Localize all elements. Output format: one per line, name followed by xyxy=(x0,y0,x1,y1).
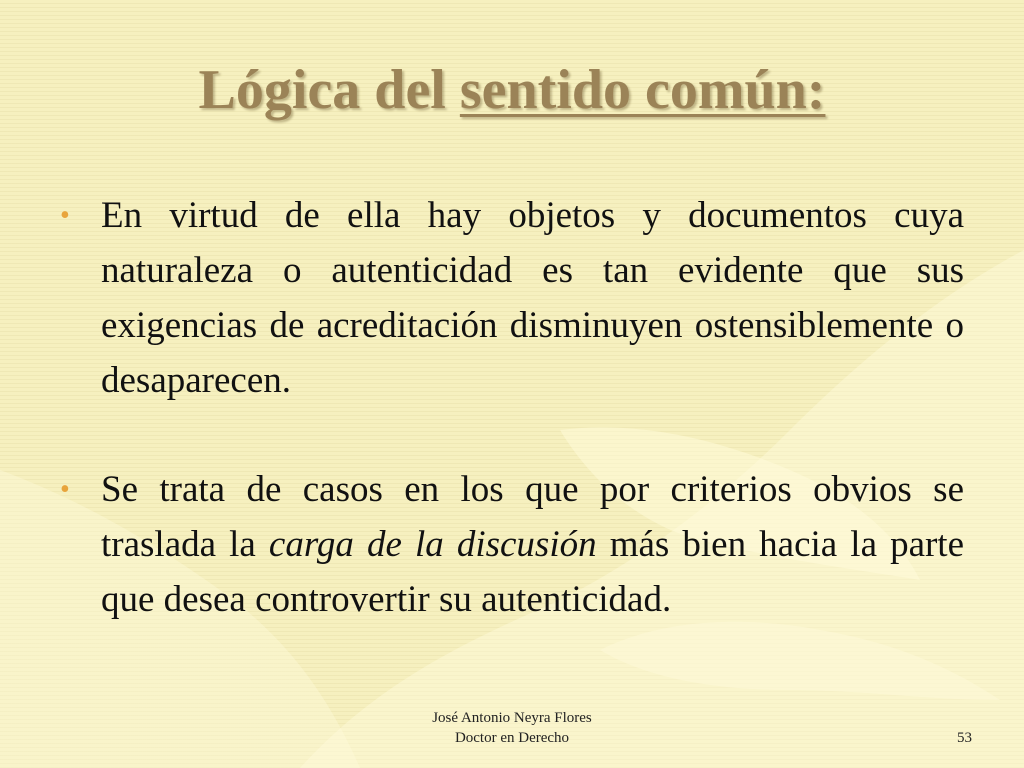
bullet-item xyxy=(58,188,964,408)
bullet-text: En virtud de ella hay objetos y documentos cuya naturaleza o autenticidad es tan evidente que sus exigencias de acreditación disminuyen ostensiblemente o desaparecen. xyxy=(101,195,964,401)
bullet-text-italic: carga de la discusión xyxy=(268,524,597,565)
slide-title xyxy=(0,60,1024,122)
bullet-list xyxy=(58,188,964,627)
footer-degree: Doctor en Derecho xyxy=(454,730,570,746)
page-number: 53 xyxy=(957,730,972,746)
footer xyxy=(0,708,1024,748)
title-text: Lógica del xyxy=(198,59,460,121)
bullet-text: más bien hacia la parte que desea controvertir su autenticidad. xyxy=(101,524,965,620)
bullet-dot-icon: • xyxy=(60,474,70,505)
bullet-dot-icon: • xyxy=(60,200,70,231)
bullet-text: Se trata de casos en los que por criterios obvios se traslada la xyxy=(101,469,964,565)
footer-author: José Antonio Neyra Flores xyxy=(432,710,592,726)
title-underlined-text: sentido común: xyxy=(459,59,826,121)
bullet-item xyxy=(58,462,964,627)
